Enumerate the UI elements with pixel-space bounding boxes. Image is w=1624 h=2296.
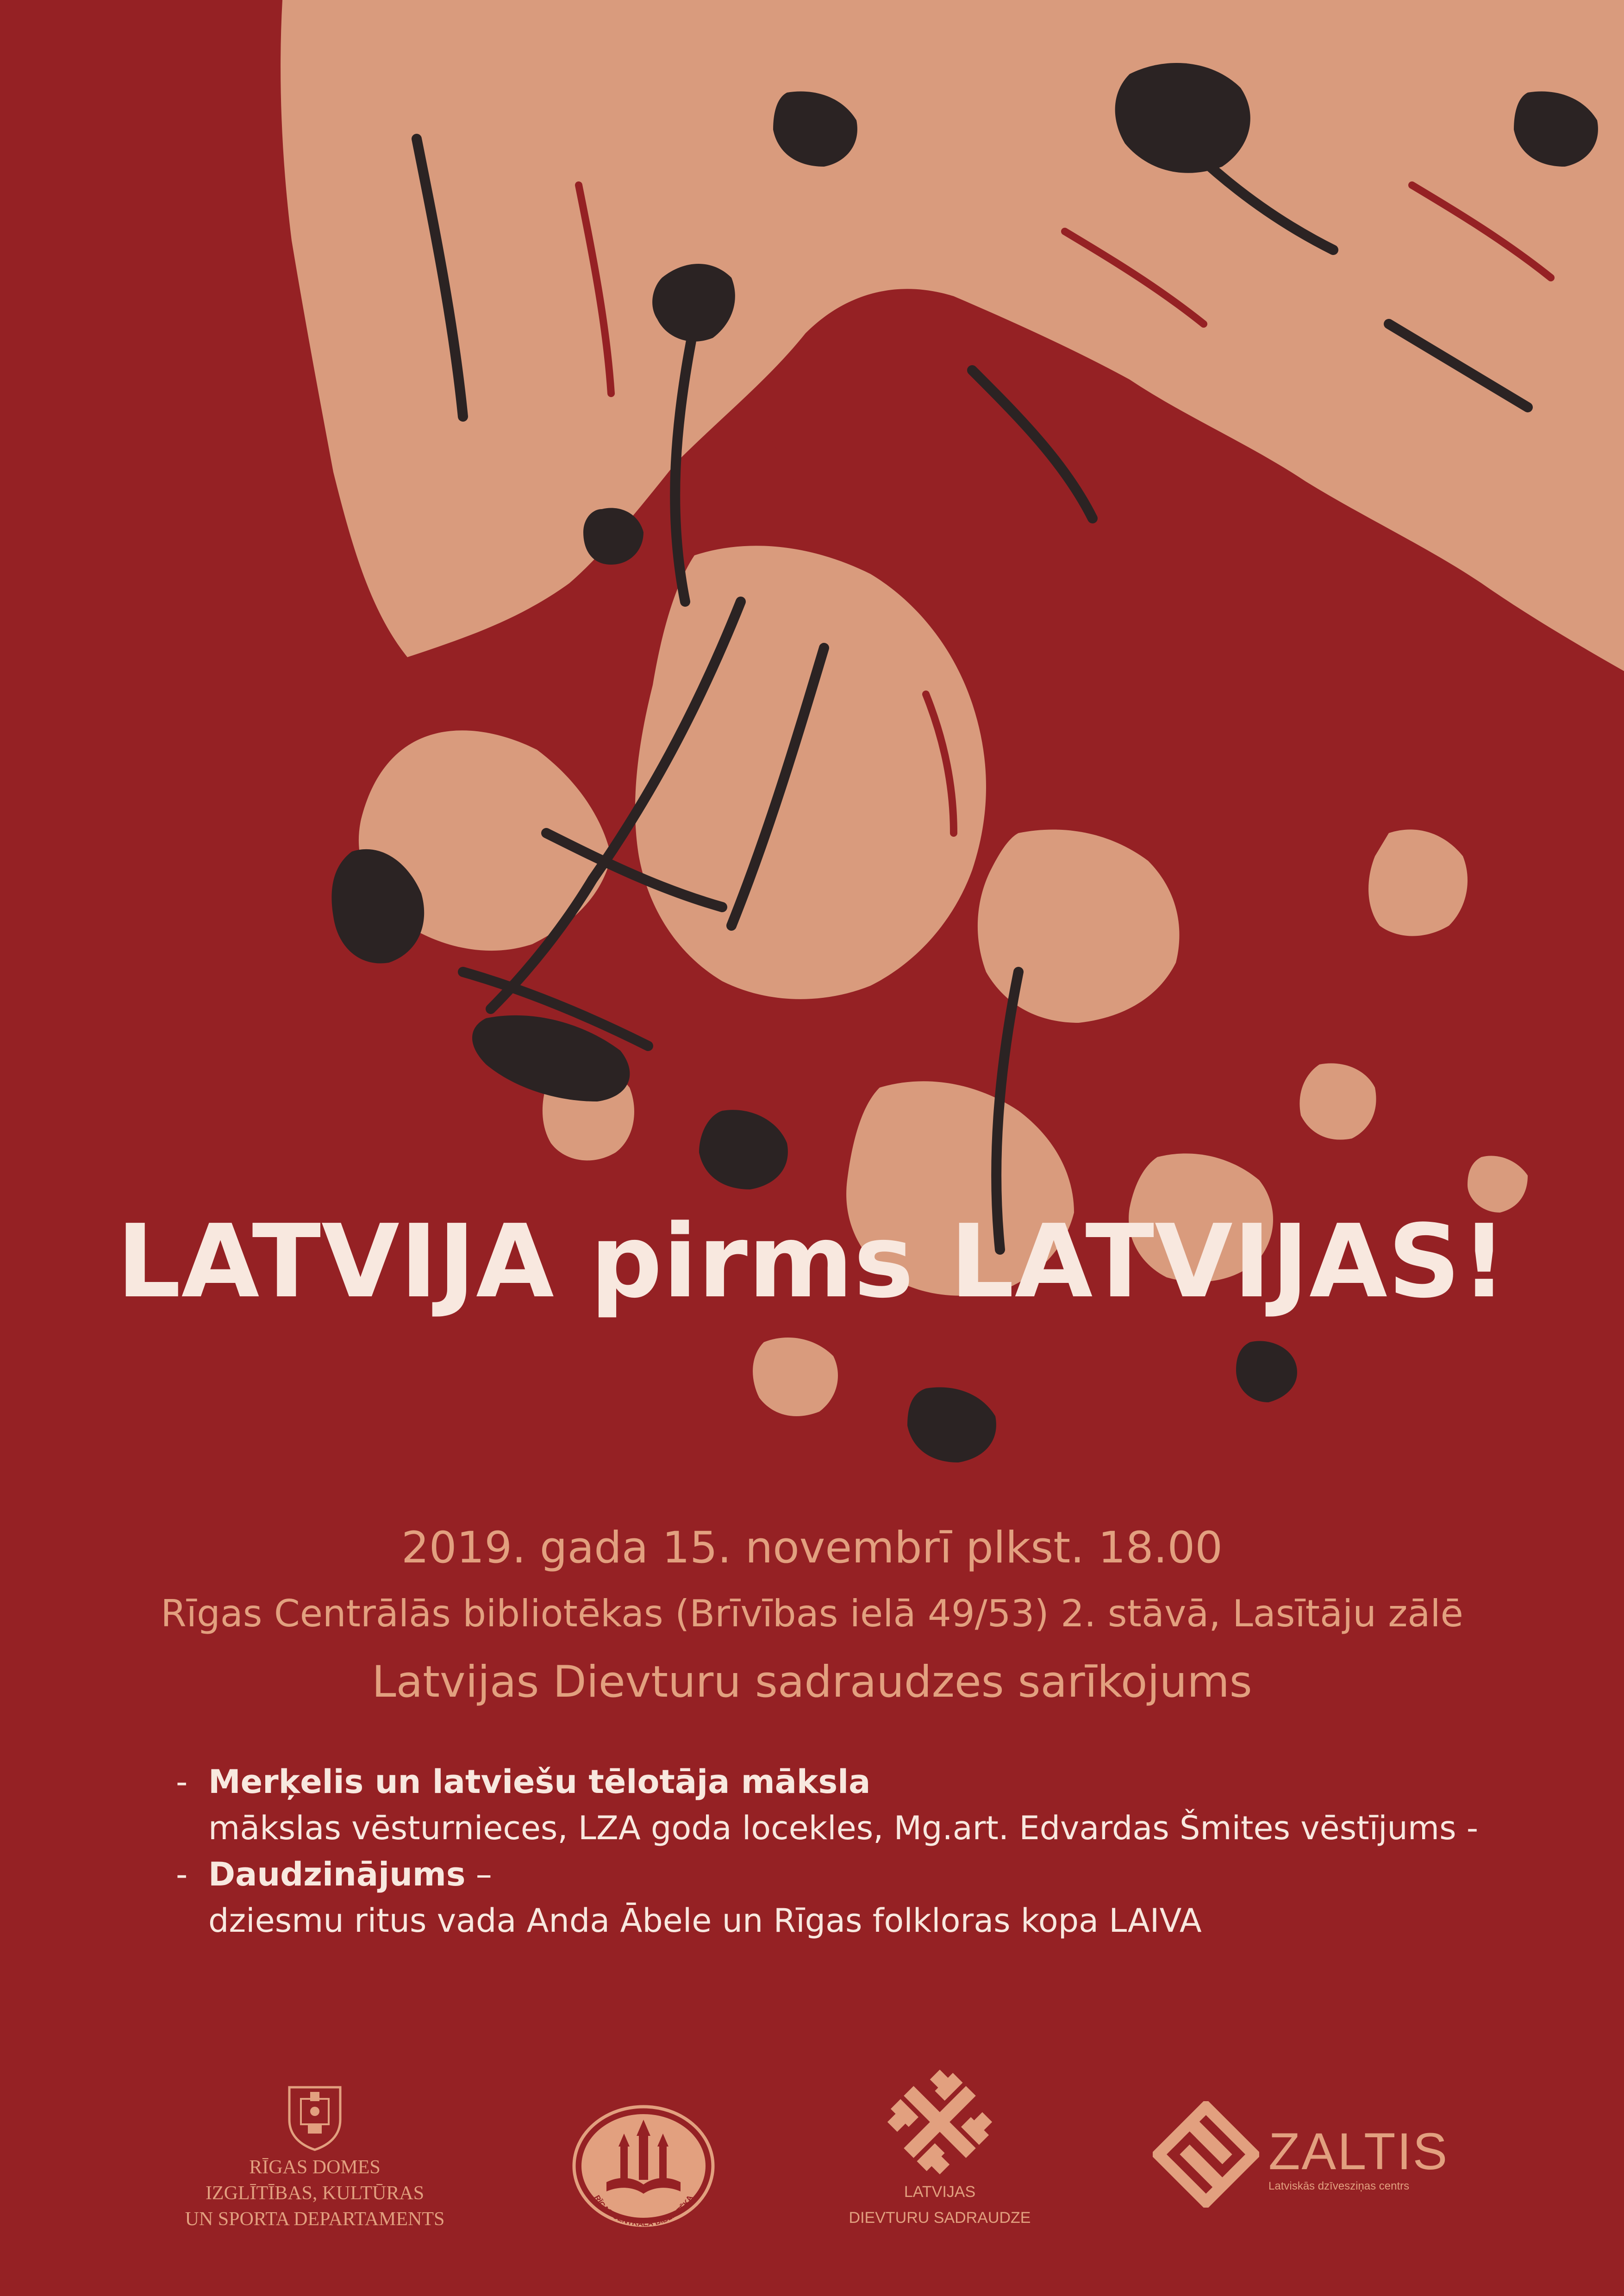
riga-department-line2: IZGLĪTĪBAS, KULTŪRAS: [205, 2183, 425, 2204]
central-library-logo: [565, 2101, 722, 2231]
zaltis-tagline: Latviskās dzīvesziņas centrs: [1268, 2180, 1410, 2192]
central-library-emblem-text: RĪGAS CENTRĀLĀ BIBLIOTĒKA: [592, 2194, 695, 2228]
list-dash: -: [176, 1763, 188, 1801]
program-item-heading: Daudzinājums: [208, 1855, 466, 1893]
program-item-heading: Merķelis un latviešu tēlotāja māksla: [208, 1763, 871, 1801]
riga-department-logo: [157, 2083, 472, 2230]
event-organizer: Latvijas Dievturu sadraudzes sarīkojums: [372, 1657, 1252, 1707]
program-item: [176, 1851, 1478, 1898]
program-item-description: mākslas vēsturnieces, LZA goda locekles, Mg.art. Edvardas Šmites vēstījums -: [208, 1809, 1479, 1847]
program-item-heading-suffix: –: [465, 1855, 492, 1893]
dievturi-line1: LATVIJAS: [904, 2183, 976, 2201]
riga-coat-of-arms-icon: [285, 2083, 345, 2152]
poster-title: LATVIJA pirms LATVIJAS!: [116, 1203, 1508, 1320]
dievturi-logo: [824, 2069, 1056, 2227]
event-venue: Rīgas Centrālās bibliotēkas (Brīvības ielā 49/53) 2. stāvā, Lasītāju zālē: [161, 1592, 1463, 1635]
riga-department-line1: RĪGAS DOMES: [249, 2157, 381, 2178]
dievturi-sign-icon: [887, 2069, 993, 2175]
zaltis-sign-icon: [1153, 2101, 1259, 2208]
dievturi-line2: DIEVTURU SADRAUDZE: [849, 2209, 1031, 2227]
zaltis-name: ZALTIS: [1268, 2122, 1449, 2180]
program-list: [176, 1759, 1478, 1944]
list-dash: -: [176, 1855, 188, 1893]
event-date: 2019. gada 15. novembrī plkst. 18.00: [401, 1523, 1223, 1573]
zaltis-logo: [1153, 2101, 1477, 2212]
program-item-description: dziesmu ritus vada Anda Ābele un Rīgas folkloras kopa LAIVA: [208, 1902, 1202, 1940]
riga-department-line3: UN SPORTA DEPARTAMENTS: [185, 2209, 445, 2230]
program-item: [176, 1759, 1478, 1805]
riga-central-library-emblem-icon: [569, 2101, 718, 2231]
